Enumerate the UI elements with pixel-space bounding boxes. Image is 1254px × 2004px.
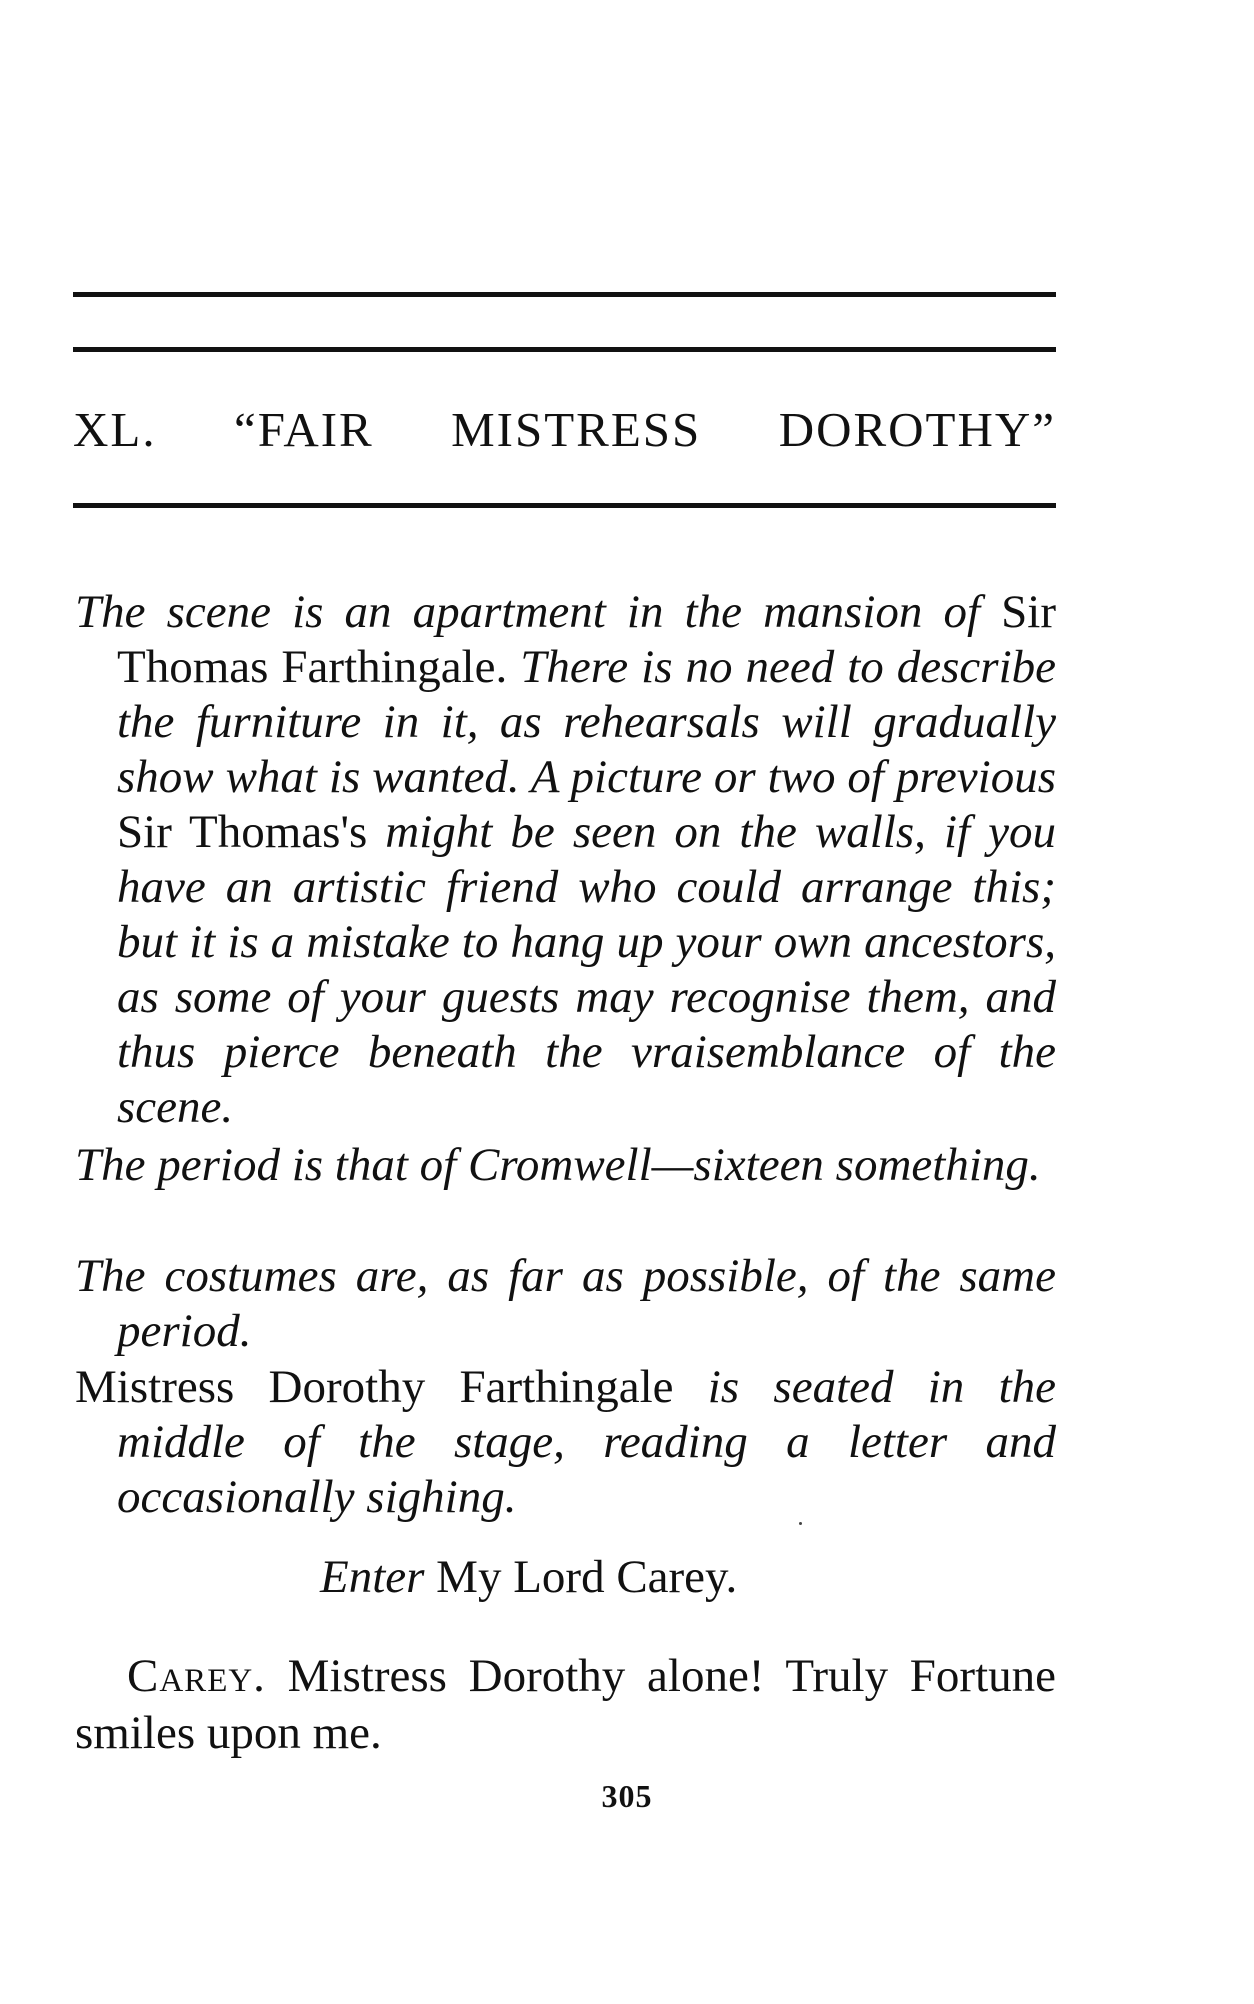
upper-heading-rule [73,347,1056,352]
page-number: 305 [601,1778,653,1814]
dorothy-description [75,1360,1056,1525]
costume-text: The costumes are, as far as possible, of the same period. [75,1250,1056,1357]
speech-text: Mistress Dorothy alone! Truly Fortune smiles upon me. [75,1650,1057,1759]
stage-verb: Enter [320,1551,425,1603]
print-speck [799,1522,802,1525]
period-text: The period is that of Cromwell—sixteen something. [75,1139,1041,1191]
scene-text: There is no need to describe the furniture in it, as rehearsals will gradually show what is wanted. A picture or two of previous [117,641,1057,803]
speaker-name: Carey. [127,1650,266,1702]
scene-text: The scene is an apartment in the mansion of [75,586,981,638]
top-rule [73,292,1056,297]
stage-character: My Lord Carey. [436,1551,738,1603]
dialogue-line [75,1648,1056,1762]
period-description [75,1138,1056,1193]
character-name: Sir Thomas's [117,806,368,858]
dorothy-action: is seated in the middle of the stage, reading a letter and occasionally sighing. [117,1361,1056,1523]
chapter-number: XL. [73,402,157,457]
costume-description [75,1249,1056,1359]
chapter-title-word: DOROTHY” [778,402,1056,457]
chapter-heading [73,402,1056,457]
stage-direction [0,1550,1254,1605]
character-name: Mistress Dorothy Farthingale [75,1361,674,1413]
scene-description [75,585,1056,1135]
scene-text: might be seen on the walls, if you have an artistic friend who could arrange this; but it is a mistake to hang up your own ancestors, as some of your guests may recognise them, and thus pierce beneath the vraisemblance of the scene. [117,806,1056,1133]
lower-heading-rule [73,503,1056,508]
character-name: Sir Thomas Farthingale. [117,586,1057,693]
chapter-title-word: “FAIR [233,402,374,457]
chapter-title-word: MISTRESS [451,402,702,457]
